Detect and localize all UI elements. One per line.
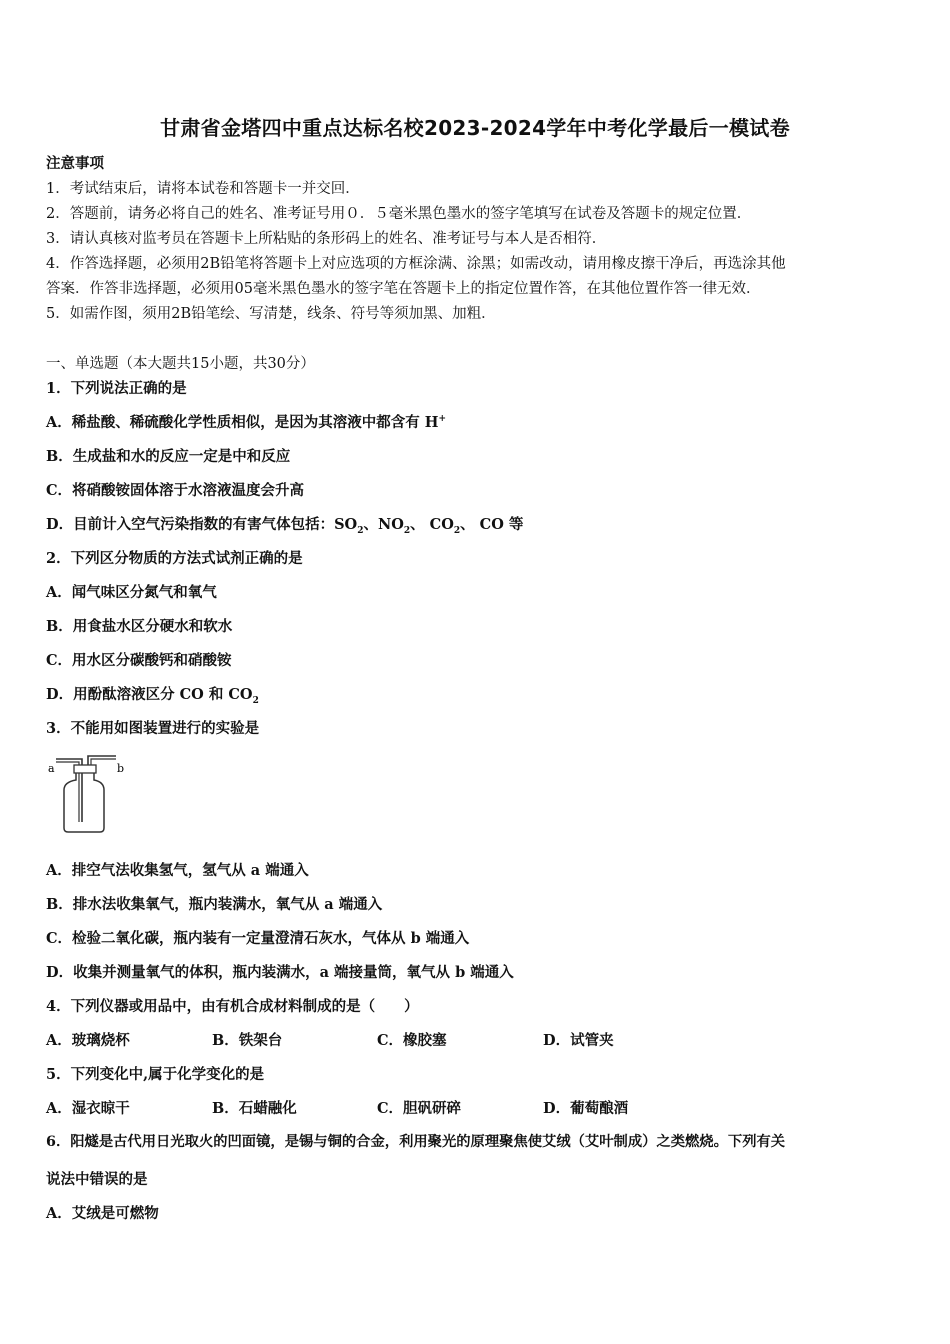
notice-item: 2．答题前，请务必将自己的姓名、准考证号用０．５毫米黑色墨水的签字笔填写在试卷及答题卡的规定位置． — [46, 206, 752, 222]
notice-item: 4．作答选择题，必须用2B铅笔将答题卡上对应选项的方框涂满、涂黑；如需改动，请用橡皮擦干净后，再选涂其他 — [46, 256, 786, 272]
question-5-option-a: A．湿衣晾干 — [46, 1100, 130, 1117]
question-4-option-c: C．橡胶塞 — [377, 1032, 447, 1049]
question-4-option-d: D．试管夹 — [543, 1032, 614, 1049]
subscript: 2 — [357, 525, 364, 536]
question-6-stem: 6．阳燧是古代用日光取火的凹面镜，是锡与铜的合金，利用聚光的原理聚焦使艾绒（艾叶制成）之类燃烧。下列有关 — [46, 1134, 786, 1150]
question-3-option-d: D．收集并测量氧气的体积，瓶内装满水，a 端接量筒，氧气从 b 端通入 — [46, 964, 514, 981]
question-4-stem: 4．下列仪器或用品中，由有机合成材料制成的是（ ） — [46, 998, 419, 1015]
question-1-stem: 1．下列说法正确的是 — [46, 380, 187, 397]
question-4-option-a: A．玻璃烧杯 — [46, 1032, 130, 1049]
question-5-stem: 5．下列变化中,属于化学变化的是 — [46, 1066, 265, 1083]
question-3-option-a: A．排空气法收集氢气，氢气从 a 端通入 — [46, 862, 309, 879]
question-5-option-d: D．葡萄酿酒 — [543, 1100, 629, 1117]
question-2-option-d — [46, 683, 259, 706]
subscript: 2 — [252, 695, 259, 706]
question-6-stem-continued: 说法中错误的是 — [46, 1171, 148, 1188]
notice-item: 1．考试结束后，请将本试卷和答题卡一并交回． — [46, 181, 360, 197]
question-1-option-c: C．将硝酸铵固体溶于水溶液温度会升高 — [46, 482, 305, 499]
question-4-option-b: B．铁架台 — [212, 1032, 283, 1049]
option-text: 、NO — [363, 516, 404, 533]
question-2-option-b: B．用食盐水区分硬水和软水 — [46, 618, 233, 635]
question-5-option-b: B．石蜡融化 — [212, 1100, 297, 1117]
notice-item: 答案．作答非选择题，必须用05毫米黑色墨水的签字笔在答题卡上的指定位置作答，在其他位置作答一律无效． — [46, 281, 761, 297]
option-text: 、 CO 等 — [460, 516, 524, 533]
question-2-option-c: C．用水区分碳酸钙和硝酸铵 — [46, 652, 232, 669]
question-5-option-c: C．胆矾研碎 — [377, 1100, 462, 1117]
bottle-stopper — [74, 765, 96, 773]
question-2-option-a: A．闻气味区分氮气和氧气 — [46, 584, 217, 601]
notice-heading: 注意事项 — [46, 155, 104, 172]
notice-item: 3．请认真核对监考员在答题卡上所粘贴的条形码上的姓名、准考证号与本人是否相符． — [46, 231, 607, 247]
question-1-option-b: B．生成盐和水的反应一定是中和反应 — [46, 448, 291, 465]
question-3-option-c: C．检验二氧化碳，瓶内装有一定量澄清石灰水，气体从 b 端通入 — [46, 930, 470, 947]
superscript: + — [438, 414, 447, 425]
port-a-label: a — [48, 762, 55, 775]
gas-bottle — [64, 773, 104, 832]
port-b-label: b — [117, 762, 125, 775]
gas-bottle-apparatus-figure — [48, 752, 128, 834]
notice-item: 5．如需作图，须用2B铅笔绘、写清楚，线条、符号等须加黑、加粗． — [46, 306, 496, 322]
option-text: D．用酚酞溶液区分 CO 和 CO — [46, 686, 253, 703]
option-text: A．稀盐酸、稀硫酸化学性质相似，是因为其溶液中都含有 H — [46, 414, 439, 431]
subscript: 2 — [403, 525, 411, 536]
question-3-option-b: B．排水法收集氧气，瓶内装满水，氧气从 a 端通入 — [46, 896, 383, 913]
question-1-option-d — [46, 513, 523, 536]
subscript: 2 — [453, 525, 461, 536]
question-3-stem: 3．不能用如图装置进行的实验是 — [46, 720, 260, 737]
question-6-option-a: A．艾绒是可燃物 — [46, 1205, 159, 1222]
option-text: 、 CO — [410, 516, 454, 533]
page-title: 甘肃省金塔四中重点达标名校2023-2024学年中考化学最后一模试卷 — [160, 116, 790, 140]
section-heading: 一、单选题（本大题共15小题，共30分） — [46, 356, 315, 372]
question-2-stem: 2．下列区分物质的方法式试剂正确的是 — [46, 550, 303, 567]
option-text: D．目前计入空气污染指数的有害气体包括：SO — [46, 516, 358, 533]
question-1-option-a — [46, 411, 446, 432]
